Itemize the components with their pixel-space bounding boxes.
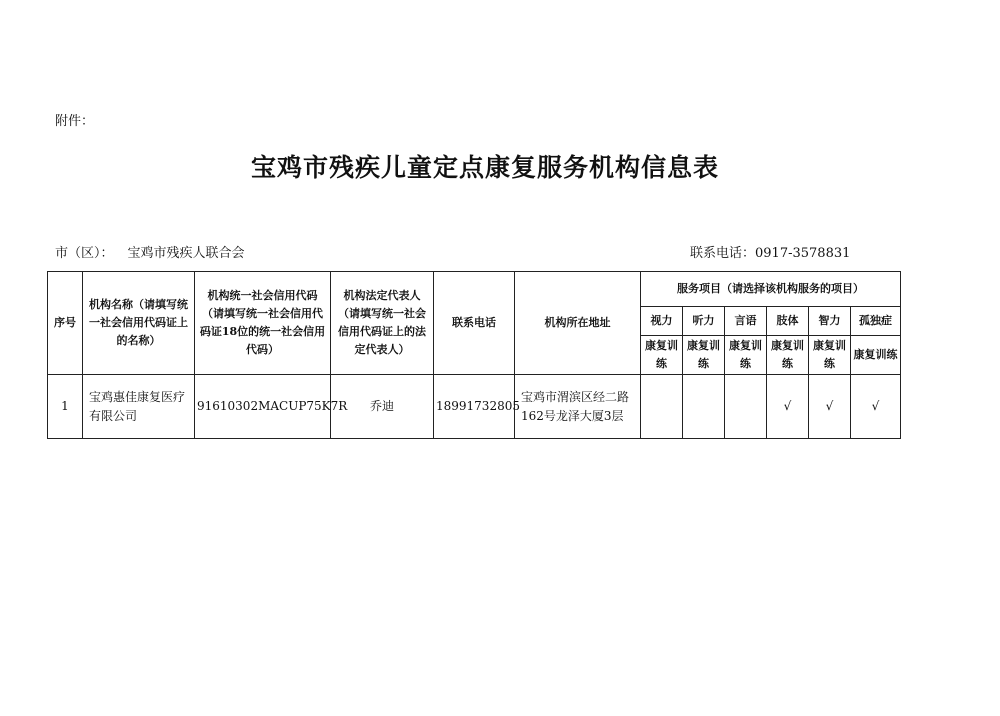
service-sub-header: 康复训练 <box>851 336 901 375</box>
row-address: 宝鸡市渭滨区经二路162号龙泽大厦3层 <box>515 375 641 439</box>
service-sub-header: 康复训练 <box>767 336 809 375</box>
district-value: 宝鸡市残疾人联合会 <box>127 246 245 261</box>
row-rep: 乔迪 <box>331 375 434 439</box>
phone-label: 联系电话： <box>690 246 756 261</box>
attachment-label: 附件： <box>55 114 95 129</box>
service-check-limb: √ <box>767 375 809 439</box>
header-address: 机构所在地址 <box>515 272 641 375</box>
service-check-vision <box>641 375 683 439</box>
row-index: 1 <box>48 375 83 439</box>
row-tel: 18991732805 <box>434 375 515 439</box>
service-check-hearing <box>683 375 725 439</box>
service-type-header: 听力 <box>683 307 725 336</box>
table-row <box>48 375 901 439</box>
service-type-header: 孤独症 <box>851 307 901 336</box>
header-index: 序号 <box>48 272 83 375</box>
document-title: 宝鸡市残疾儿童定点康复服务机构信息表 <box>250 153 719 182</box>
institution-table <box>47 271 901 439</box>
header-name: 机构名称（请填写统一社会信用代码证上的名称） <box>83 272 195 375</box>
service-sub-header: 康复训练 <box>725 336 767 375</box>
phone-value: 0917-3578831 <box>755 246 851 261</box>
header-tel: 联系电话 <box>434 272 515 375</box>
service-check-autism: √ <box>851 375 901 439</box>
service-type-header: 智力 <box>809 307 851 336</box>
service-check-speech <box>725 375 767 439</box>
service-sub-header: 康复训练 <box>683 336 725 375</box>
district-label: 市（区）： <box>55 246 114 261</box>
row-name: 宝鸡惠佳康复医疗有限公司 <box>83 375 195 439</box>
service-sub-header: 康复训练 <box>809 336 851 375</box>
header-code: 机构统一社会信用代码（请填写统一社会信用代码证18位的统一社会信用代码） <box>195 272 331 375</box>
service-type-header: 肢体 <box>767 307 809 336</box>
service-sub-header: 康复训练 <box>641 336 683 375</box>
contact-phone <box>690 242 850 261</box>
service-check-intellect: √ <box>809 375 851 439</box>
header-rep: 机构法定代表人（请填写统一社会信用代码证上的法定代表人） <box>331 272 434 375</box>
header-services: 服务项目（请选择该机构服务的项目） <box>641 272 901 307</box>
service-type-header: 视力 <box>641 307 683 336</box>
service-type-header: 言语 <box>725 307 767 336</box>
row-code: 91610302MACUP75K7R <box>195 375 331 439</box>
district-line <box>55 242 259 261</box>
